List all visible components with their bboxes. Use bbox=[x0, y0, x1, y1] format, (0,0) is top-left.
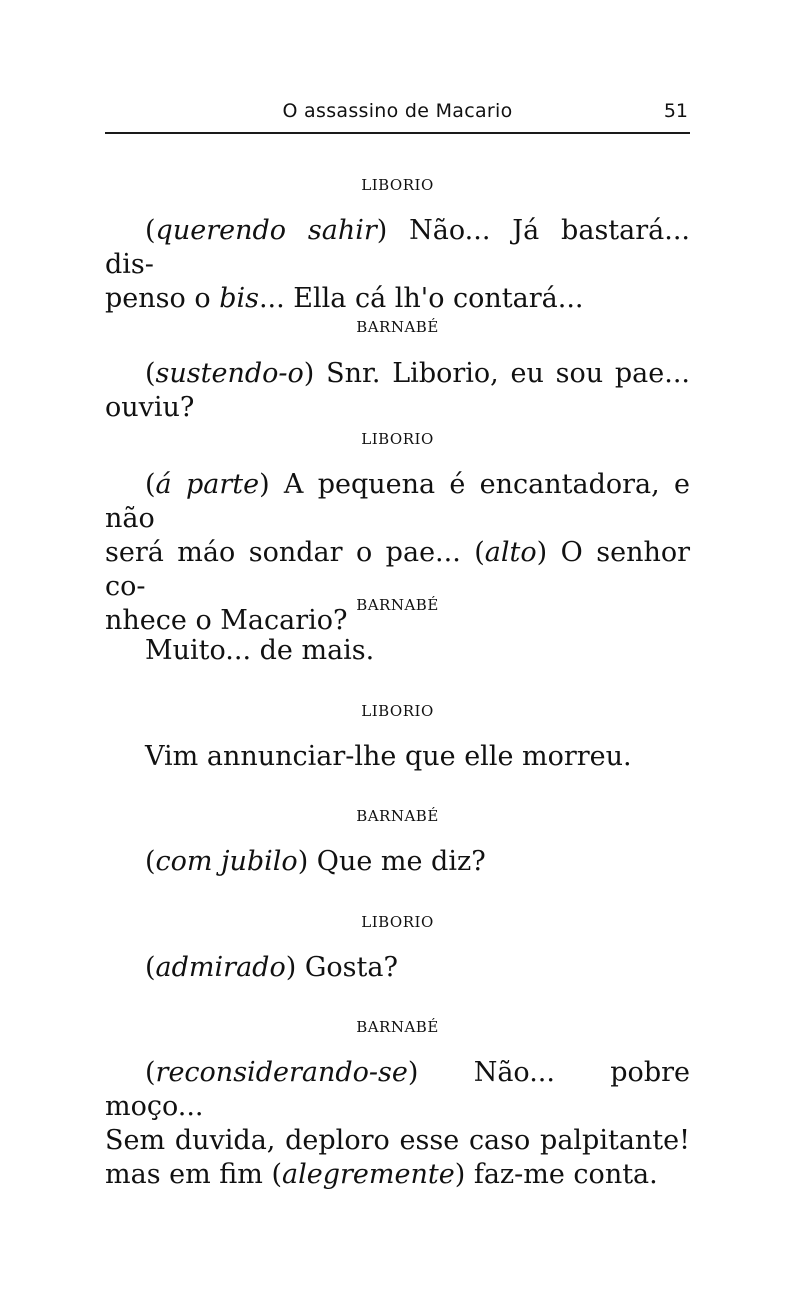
speaker-name: BARNABÉ bbox=[356, 596, 439, 614]
stage-direction: com jubilo bbox=[155, 846, 298, 877]
speech-line: (admirado) Gosta? bbox=[145, 952, 398, 983]
speech bbox=[105, 1056, 690, 1192]
stage-direction: admirado bbox=[155, 952, 286, 983]
stage-direction: querendo sahir bbox=[155, 215, 377, 246]
speaker-name: LIBORIO bbox=[361, 176, 434, 194]
speech-line: (á parte) A pequena é encantadora, e não bbox=[105, 469, 690, 534]
speaker-name: LIBORIO bbox=[361, 913, 434, 931]
speech-line: nhece o Macario? bbox=[105, 605, 348, 636]
speaker-name: BARNABÉ bbox=[356, 318, 439, 336]
speech bbox=[105, 634, 690, 668]
speaker-name: LIBORIO bbox=[361, 430, 434, 448]
stage-direction: sustendo-o bbox=[155, 358, 304, 389]
stage-direction: bis bbox=[219, 283, 259, 314]
stage-direction: alto bbox=[484, 537, 537, 568]
stage-direction: alegremente bbox=[282, 1159, 455, 1190]
speaker-name: BARNABÉ bbox=[356, 807, 439, 825]
running-head bbox=[105, 96, 690, 134]
stage-direction: á parte bbox=[155, 469, 260, 500]
speech-line: Muito... de mais. bbox=[145, 635, 375, 666]
speech-line: ouviu? bbox=[105, 392, 195, 423]
speech-line: (querendo sahir) Não... Já bastará... dis- bbox=[105, 215, 690, 280]
speech-line: será máo sondar o pae... (alto) O senhor co- bbox=[105, 537, 691, 602]
speech-line: mas em fim (alegremente) faz-me conta. bbox=[105, 1159, 658, 1190]
speech-line: (reconsiderando-se) Não... pobre moço... bbox=[105, 1057, 690, 1122]
speech-line: Vim annunciar-lhe que elle morreu. bbox=[145, 741, 632, 772]
speech bbox=[105, 845, 690, 879]
running-title: O assassino de Macario bbox=[282, 100, 513, 122]
speaker-name: BARNABÉ bbox=[356, 1018, 439, 1036]
page-number: 51 bbox=[663, 100, 688, 122]
speech bbox=[105, 214, 690, 316]
speech-line: (com jubilo) Que me diz? bbox=[145, 846, 486, 877]
speech-line: penso o bis... Ella cá lh'o contará... bbox=[105, 283, 584, 314]
speech-line: (sustendo-o) Snr. Liborio, eu sou pae... bbox=[145, 358, 690, 389]
speech bbox=[105, 951, 690, 985]
speaker-name: LIBORIO bbox=[361, 702, 434, 720]
speech-line: Sem duvida, deploro esse caso palpitante! bbox=[105, 1125, 690, 1156]
stage-direction: reconsiderando-se bbox=[155, 1057, 408, 1088]
speech bbox=[105, 740, 690, 774]
speech bbox=[105, 357, 690, 425]
